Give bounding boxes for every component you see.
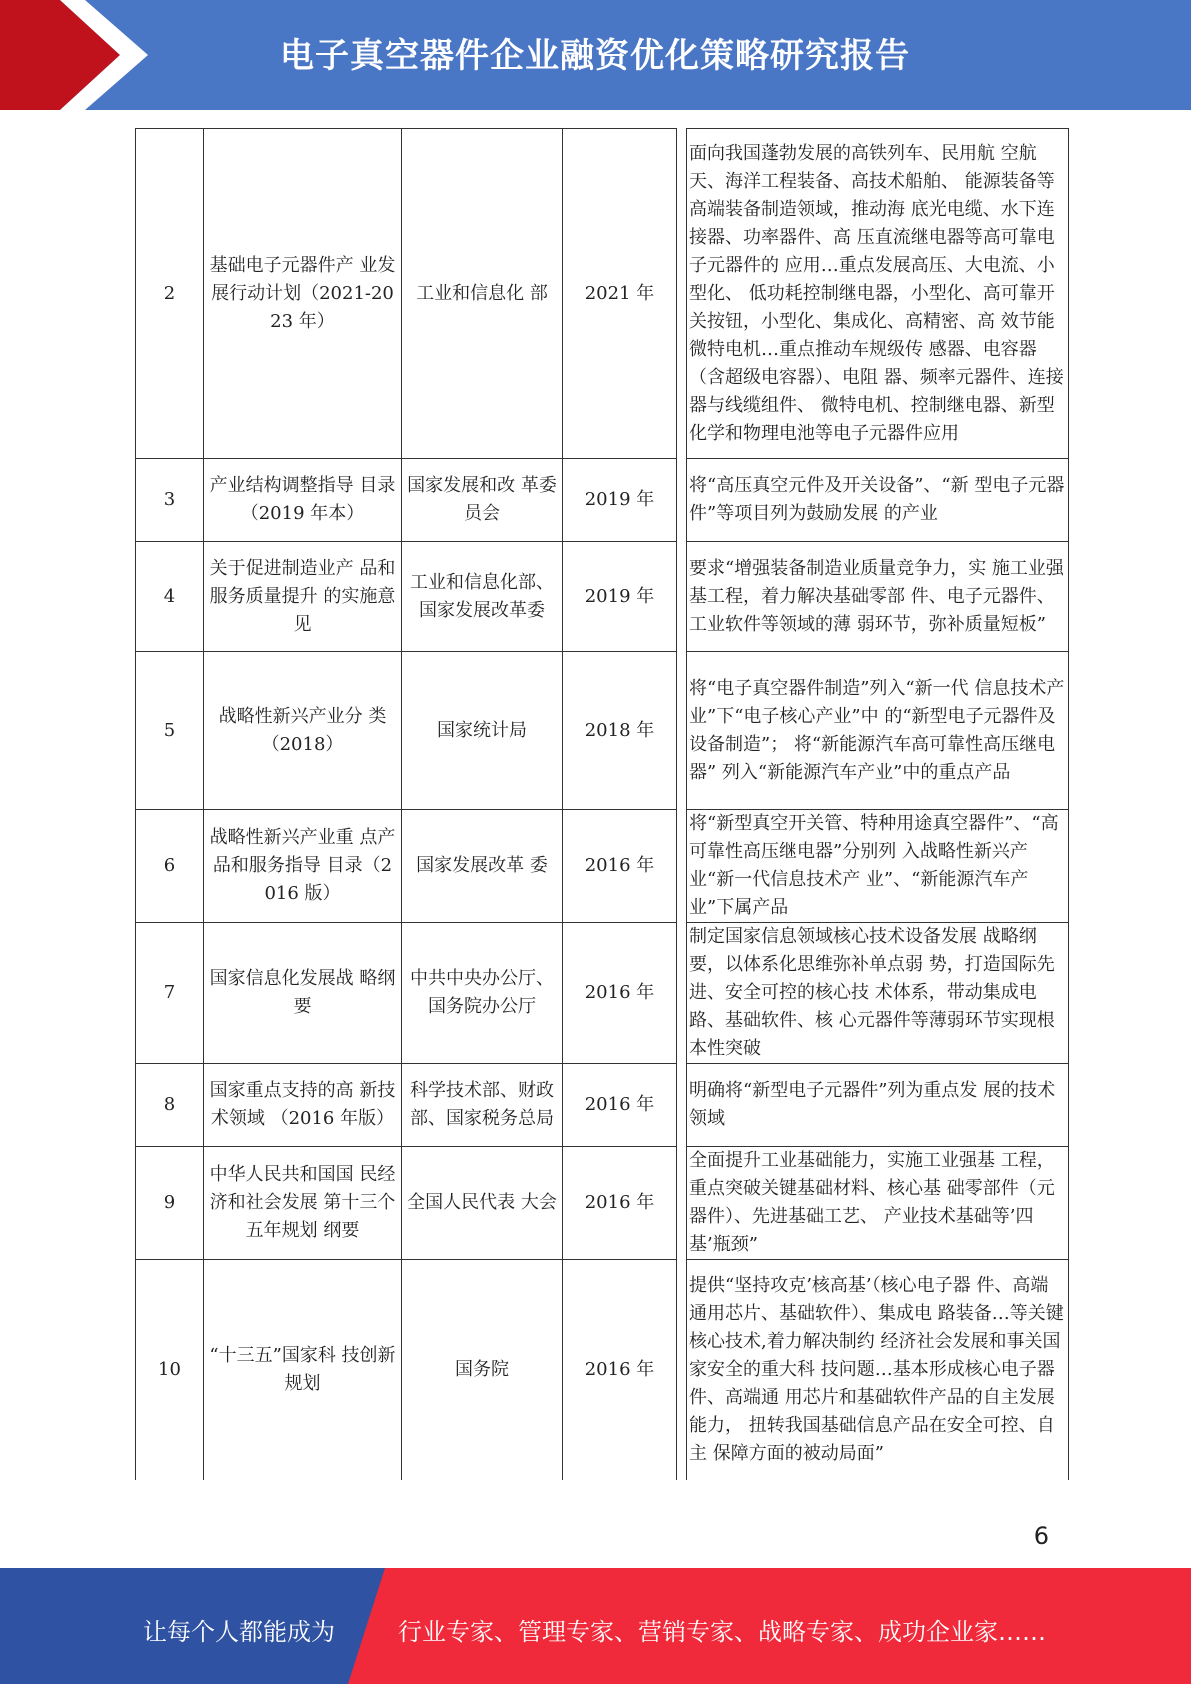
issuing-org: 国家发展改革 委 xyxy=(402,810,563,923)
footer-slogan-right: 行业专家、管理专家、营销专家、战略专家、成功企业家…… xyxy=(398,1618,1046,1646)
issue-year: 2018 年 xyxy=(563,652,677,810)
table-row xyxy=(136,923,1069,1064)
issuing-org: 科学技术部、财政部、国家税务总局 xyxy=(402,1064,563,1147)
issuing-org: 国务院 xyxy=(402,1260,563,1480)
policy-name: 中华人民共和国国 民经济和社会发展 第十三个五年规划 纲要 xyxy=(204,1147,402,1260)
issue-year: 2016 年 xyxy=(563,1260,677,1480)
report-header xyxy=(0,0,1191,110)
policy-name: 关于促进制造业产 品和服务质量提升 的实施意见 xyxy=(204,542,402,652)
column-gap xyxy=(677,542,687,652)
issue-year: 2019 年 xyxy=(563,459,677,542)
report-footer xyxy=(0,1568,1191,1684)
policy-content: 制定国家信息领域核心技术设备发展 战略纲要，以体系化思维弥补单点弱 势，打造国际先进、安全可控的核心技 术体系，带动集成电路、基础软件、核 心元器件等薄弱环节实现根本性突破 xyxy=(687,923,1069,1064)
policy-name: 基础电子元器件产 业发展行动计划（2021-2023 年） xyxy=(204,129,402,459)
table-row xyxy=(136,1147,1069,1260)
row-number: 8 xyxy=(136,1064,204,1147)
row-number: 9 xyxy=(136,1147,204,1260)
column-gap xyxy=(677,1147,687,1260)
policy-content: 面向我国蓬勃发展的高铁列车、民用航 空航天、海洋工程装备、高技术船舶、 能源装备等高端装备制造领域，推动海 底光电缆、水下连接器、功率器件、高 压直流继电器等高可靠电子元器件的 应用…重点发展高压、大电流、小型化、 低功耗控制继电器，小型化、高可靠开 关按钮，小型化、集成化、高精密、高 效节能微特电机…重点推动车规级传 感器、电容器（含超级电容器）、电阻 器、频率元器件、连接器与线缆组件、 微特电机、控制继电器、新型化学和物理电池等电子元器件应用 xyxy=(687,129,1069,459)
table-row xyxy=(136,652,1069,810)
column-gap xyxy=(677,923,687,1064)
issuing-org: 国家发展和改 革委员会 xyxy=(402,459,563,542)
policy-name: 国家重点支持的高 新技术领域 （2016 年版） xyxy=(204,1064,402,1147)
table-row xyxy=(136,1064,1069,1147)
issue-year: 2016 年 xyxy=(563,810,677,923)
column-gap xyxy=(677,459,687,542)
issuing-org: 国家统计局 xyxy=(402,652,563,810)
policy-content: 将“电子真空器件制造”列入“新一代 信息技术产业”下“电子核心产业”中 的“新型电子元器件及设备制造”； 将“新能源汽车高可靠性高压继电器” 列入“新能源汽车产业”中的重点产品 xyxy=(687,652,1069,810)
issue-year: 2016 年 xyxy=(563,923,677,1064)
policy-content: 将“高压真空元件及开关设备”、“新 型电子元器件”等项目列为鼓励发展 的产业 xyxy=(687,459,1069,542)
issuing-org: 全国人民代表 大会 xyxy=(402,1147,563,1260)
footer-slogan-left: 让每个人都能成为 xyxy=(143,1618,335,1646)
column-gap xyxy=(677,1064,687,1147)
column-gap xyxy=(677,129,687,459)
policy-content: 全面提升工业基础能力，实施工业强基 工程，重点突破关键基础材料、核心基 础零部件（元器件）、先进基础工艺、 产业技术基础等’四基’瓶颈” xyxy=(687,1147,1069,1260)
column-gap xyxy=(677,810,687,923)
row-number: 5 xyxy=(136,652,204,810)
row-number: 2 xyxy=(136,129,204,459)
policy-content: 提供“坚持攻克’核高基’（核心电子器 件、高端通用芯片、基础软件）、集成电 路装备…等关键核心技术,着力解决制约 经济社会发展和事关国家安全的重大科 技问题…基本形成核心电子器件、高端通 用芯片和基础软件产品的自主发展能力， 扭转我国基础信息产品在安全可控、自主 保障方面的被动局面” xyxy=(687,1260,1069,1480)
row-number: 10 xyxy=(136,1260,204,1480)
row-number: 3 xyxy=(136,459,204,542)
table-row xyxy=(136,542,1069,652)
issue-year: 2016 年 xyxy=(563,1064,677,1147)
row-number: 4 xyxy=(136,542,204,652)
table-row xyxy=(136,129,1069,459)
policy-content: 将“新型真空开关管、特种用途真空器件”、“高可靠性高压继电器”分别列 入战略性新兴产业“新一代信息技术产 业”、“新能源汽车产业”下属产品 xyxy=(687,810,1069,923)
table-row xyxy=(136,459,1069,542)
row-number: 7 xyxy=(136,923,204,1064)
table-row xyxy=(136,810,1069,923)
issuing-org: 工业和信息化部、国家发展改革委 xyxy=(402,542,563,652)
issuing-org: 中共中央办公厅、国务院办公厅 xyxy=(402,923,563,1064)
row-number: 6 xyxy=(136,810,204,923)
policy-name: 战略性新兴产业重 点产品和服务指导 目录（2016 版） xyxy=(204,810,402,923)
policy-content: 明确将“新型电子元器件”列为重点发 展的技术领域 xyxy=(687,1064,1069,1147)
issue-year: 2019 年 xyxy=(563,542,677,652)
policy-table xyxy=(135,128,1069,1480)
issue-year: 2021 年 xyxy=(563,129,677,459)
column-gap xyxy=(677,1260,687,1480)
column-gap xyxy=(677,652,687,810)
issue-year: 2016 年 xyxy=(563,1147,677,1260)
policy-name: 国家信息化发展战 略纲要 xyxy=(204,923,402,1064)
policy-name: 产业结构调整指导 目录（2019 年本） xyxy=(204,459,402,542)
table-row xyxy=(136,1260,1069,1480)
report-title: 电子真空器件企业融资优化策略研究报告 xyxy=(280,36,910,76)
issuing-org: 工业和信息化 部 xyxy=(402,129,563,459)
policy-content: 要求“增强装备制造业质量竞争力，实 施工业强基工程，着力解决基础零部 件、电子元器件、工业软件等领域的薄 弱环节，弥补质量短板” xyxy=(687,542,1069,652)
policy-name: 战略性新兴产业分 类（2018） xyxy=(204,652,402,810)
policy-name: “十三五”国家科 技创新规划 xyxy=(204,1260,402,1480)
page-number: 6 xyxy=(1033,1522,1049,1550)
